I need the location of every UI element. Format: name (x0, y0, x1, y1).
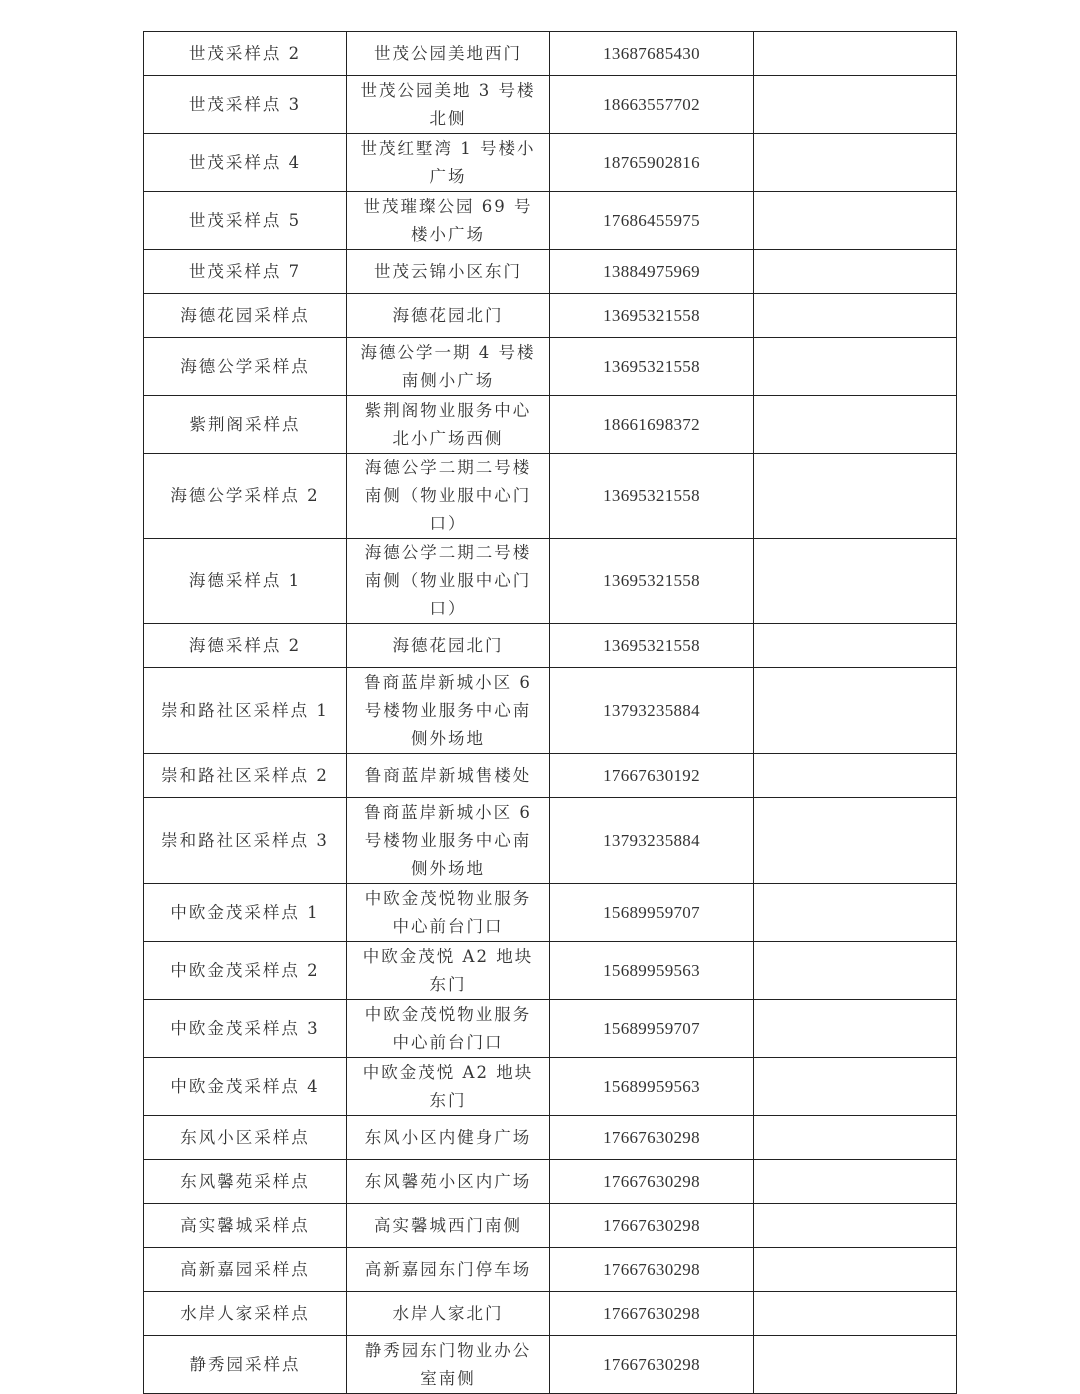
note-cell (754, 294, 957, 338)
note-cell (754, 396, 957, 454)
sampling-point-address: 东风馨苑小区内广场 (347, 1160, 550, 1204)
contact-phone: 13695321558 (550, 294, 754, 338)
note-cell (754, 624, 957, 668)
note-cell (754, 1000, 957, 1058)
sampling-point-address: 世茂公园美地西门 (347, 32, 550, 76)
sampling-point-name: 中欧金茂采样点 1 (144, 884, 347, 942)
sampling-point-name: 水岸人家采样点 (144, 1292, 347, 1336)
note-cell (754, 134, 957, 192)
sampling-point-name: 海德公学采样点 2 (144, 454, 347, 539)
sampling-point-address: 中欧金茂悦物业服务中心前台门口 (347, 1000, 550, 1058)
table-row (144, 294, 957, 338)
table-row (144, 1292, 957, 1336)
table-row (144, 942, 957, 1000)
table-row (144, 1116, 957, 1160)
sampling-point-address: 高实馨城西门南侧 (347, 1204, 550, 1248)
sampling-point-address: 鲁商蓝岸新城售楼处 (347, 754, 550, 798)
note-cell (754, 338, 957, 396)
sampling-point-address: 海德公学一期 4 号楼南侧小广场 (347, 338, 550, 396)
table-row (144, 134, 957, 192)
table-row (144, 1204, 957, 1248)
sampling-point-address: 世茂云锦小区东门 (347, 250, 550, 294)
sampling-point-name: 崇和路社区采样点 1 (144, 668, 347, 754)
contact-phone: 17667630298 (550, 1204, 754, 1248)
table-row (144, 454, 957, 539)
table-row (144, 1336, 957, 1394)
sampling-point-address: 海德公学二期二号楼南侧（物业服中心门口） (347, 539, 550, 624)
contact-phone: 17667630298 (550, 1336, 754, 1394)
table-row (144, 192, 957, 250)
note-cell (754, 798, 957, 884)
note-cell (754, 250, 957, 294)
table-row (144, 338, 957, 396)
note-cell (754, 32, 957, 76)
table-row (144, 32, 957, 76)
sampling-point-name: 崇和路社区采样点 3 (144, 798, 347, 884)
contact-phone: 18661698372 (550, 396, 754, 454)
sampling-point-name: 中欧金茂采样点 4 (144, 1058, 347, 1116)
sampling-point-name: 崇和路社区采样点 2 (144, 754, 347, 798)
table-row (144, 539, 957, 624)
contact-phone: 13884975969 (550, 250, 754, 294)
note-cell (754, 1204, 957, 1248)
note-cell (754, 454, 957, 539)
sampling-point-name: 静秀园采样点 (144, 1336, 347, 1394)
sampling-point-address: 高新嘉园东门停车场 (347, 1248, 550, 1292)
sampling-point-address: 静秀园东门物业办公室南侧 (347, 1336, 550, 1394)
note-cell (754, 1116, 957, 1160)
note-cell (754, 754, 957, 798)
sampling-point-name: 世茂采样点 2 (144, 32, 347, 76)
sampling-point-address: 海德花园北门 (347, 624, 550, 668)
sampling-point-name: 世茂采样点 5 (144, 192, 347, 250)
table-row (144, 668, 957, 754)
sampling-point-name: 高新嘉园采样点 (144, 1248, 347, 1292)
table-row (144, 1000, 957, 1058)
sampling-point-address: 东风小区内健身广场 (347, 1116, 550, 1160)
contact-phone: 15689959707 (550, 1000, 754, 1058)
sampling-point-address: 鲁商蓝岸新城小区 6 号楼物业服务中心南侧外场地 (347, 668, 550, 754)
contact-phone: 13695321558 (550, 624, 754, 668)
contact-phone: 17686455975 (550, 192, 754, 250)
sampling-point-name: 世茂采样点 4 (144, 134, 347, 192)
sampling-point-address: 中欧金茂悦物业服务中心前台门口 (347, 884, 550, 942)
note-cell (754, 1058, 957, 1116)
sampling-point-address: 中欧金茂悦 A2 地块东门 (347, 942, 550, 1000)
contact-phone: 13687685430 (550, 32, 754, 76)
note-cell (754, 76, 957, 134)
contact-phone: 17667630298 (550, 1292, 754, 1336)
sampling-point-address: 世茂公园美地 3 号楼北侧 (347, 76, 550, 134)
table-row (144, 250, 957, 294)
note-cell (754, 1336, 957, 1394)
sampling-point-name: 东风馨苑采样点 (144, 1160, 347, 1204)
contact-phone: 18765902816 (550, 134, 754, 192)
sampling-point-name: 海德公学采样点 (144, 338, 347, 396)
contact-phone: 18663557702 (550, 76, 754, 134)
table-row (144, 798, 957, 884)
contact-phone: 13793235884 (550, 668, 754, 754)
sampling-point-address: 海德公学二期二号楼南侧（物业服中心门口） (347, 454, 550, 539)
table-row (144, 1160, 957, 1204)
sampling-point-name: 海德花园采样点 (144, 294, 347, 338)
note-cell (754, 1292, 957, 1336)
contact-phone: 17667630298 (550, 1160, 754, 1204)
note-cell (754, 539, 957, 624)
sampling-point-address: 世茂红墅湾 1 号楼小广场 (347, 134, 550, 192)
table-row (144, 754, 957, 798)
sampling-point-name: 中欧金茂采样点 2 (144, 942, 347, 1000)
table-row (144, 624, 957, 668)
contact-phone: 13695321558 (550, 539, 754, 624)
note-cell (754, 192, 957, 250)
table-body (144, 32, 957, 1394)
table-row (144, 1058, 957, 1116)
sampling-point-address: 海德花园北门 (347, 294, 550, 338)
table-row (144, 396, 957, 454)
sampling-point-address: 水岸人家北门 (347, 1292, 550, 1336)
sampling-point-name: 世茂采样点 7 (144, 250, 347, 294)
contact-phone: 17667630298 (550, 1116, 754, 1160)
sampling-point-name: 东风小区采样点 (144, 1116, 347, 1160)
sampling-point-name: 海德采样点 1 (144, 539, 347, 624)
sampling-point-name: 世茂采样点 3 (144, 76, 347, 134)
note-cell (754, 884, 957, 942)
contact-phone: 17667630298 (550, 1248, 754, 1292)
sampling-point-address: 紫荆阁物业服务中心北小广场西侧 (347, 396, 550, 454)
note-cell (754, 1160, 957, 1204)
sampling-points-table (143, 31, 957, 1394)
contact-phone: 15689959707 (550, 884, 754, 942)
contact-phone: 15689959563 (550, 942, 754, 1000)
note-cell (754, 942, 957, 1000)
contact-phone: 13695321558 (550, 338, 754, 396)
sampling-point-address: 世茂璀璨公园 69 号楼小广场 (347, 192, 550, 250)
contact-phone: 15689959563 (550, 1058, 754, 1116)
table-row (144, 76, 957, 134)
sampling-point-name: 高实馨城采样点 (144, 1204, 347, 1248)
contact-phone: 13695321558 (550, 454, 754, 539)
sampling-point-address: 中欧金茂悦 A2 地块东门 (347, 1058, 550, 1116)
contact-phone: 13793235884 (550, 798, 754, 884)
table-row (144, 1248, 957, 1292)
note-cell (754, 668, 957, 754)
sampling-point-name: 中欧金茂采样点 3 (144, 1000, 347, 1058)
note-cell (754, 1248, 957, 1292)
contact-phone: 17667630192 (550, 754, 754, 798)
sampling-point-name: 海德采样点 2 (144, 624, 347, 668)
sampling-point-address: 鲁商蓝岸新城小区 6 号楼物业服务中心南侧外场地 (347, 798, 550, 884)
table-row (144, 884, 957, 942)
sampling-point-name: 紫荆阁采样点 (144, 396, 347, 454)
